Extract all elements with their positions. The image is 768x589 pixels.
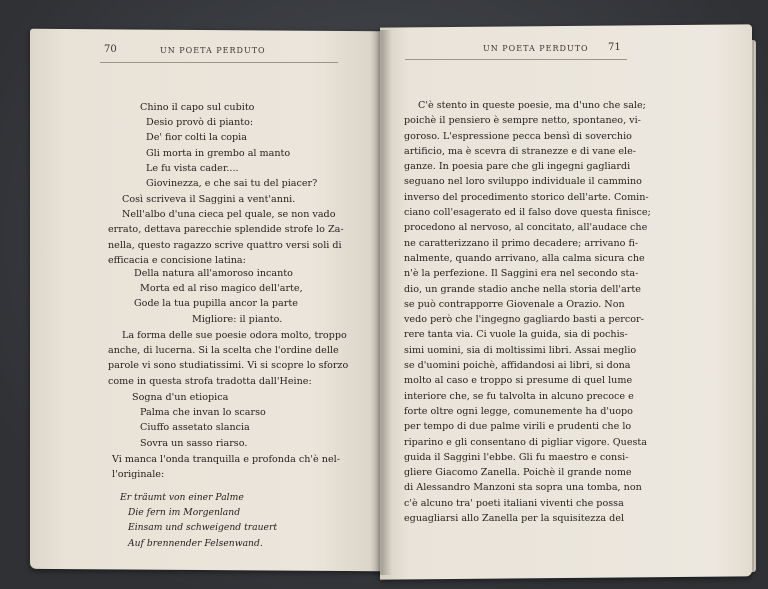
right-folio: 71	[608, 42, 621, 53]
text-line: goroso. L'espressione pecca bensì di soverchio	[404, 130, 632, 142]
verse-line: Chino il capo sul cubito	[140, 102, 255, 113]
text-line: riparino e gli consentano di pigliar vigore. Questa	[404, 436, 648, 448]
verse-line: Della natura all'amoroso incanto	[134, 268, 293, 279]
verse-line: Er träumt von einer Palme	[120, 492, 244, 503]
left-folio: 70	[104, 44, 117, 55]
verse-line: Desio provò di pianto:	[146, 117, 254, 129]
text-line: efficacia e concisione latina:	[108, 254, 246, 266]
text-line: se può contrapporre Giovenale a Orazio. Non	[404, 298, 625, 310]
verse-line: Migliore: il pianto.	[192, 313, 283, 325]
text-line: n'è la perfezione. Il Saggini era nel secondo sta-	[404, 268, 639, 280]
text-line: dio, un grande stadio anche nella storia dell'arte	[404, 283, 641, 295]
text-line: errato, dettava parecchie splendide strofe lo Za-	[108, 224, 344, 236]
verse-line: Die fern im Morgenland	[128, 507, 241, 519]
text-line: La forma delle sue poesie odora molto, troppo	[122, 330, 347, 341]
verse-line: Giovinezza, e che sai tu del piacer?	[146, 178, 318, 190]
text-line: Così scriveva il Saggini a vent'anni.	[122, 194, 296, 205]
text-line: guida il Saggini l'ebbe. Gli fu maestro e consi-	[404, 451, 629, 463]
text-line: parole vi sono studiatissimi. Vi si scopre lo sforzo	[108, 360, 349, 372]
text-line: vedo però che l'ingegno gagliardo basti a percor-	[404, 314, 644, 326]
text-line: poichè il pensiero è sempre netto, spontaneo, vi-	[404, 115, 641, 127]
text-line: ne caratterizzano il primo decadere; arrivano fi-	[404, 237, 639, 249]
text-line: seguano nel loro sviluppo individuale il cammino	[404, 176, 642, 188]
text-line: inverso del procedimento storico dell'arte. Comin-	[404, 191, 649, 203]
verse-line: Sovra un sasso riarso.	[140, 437, 248, 449]
text-line: di Alessandro Manzoni sta sopra una tomba, non	[404, 482, 642, 494]
verse-block-2	[134, 266, 303, 327]
text-line: procedono al nervoso, al concitato, all'audace che	[404, 222, 648, 234]
verse-line: De' fior colti la copia	[146, 132, 247, 144]
verse-line: Morta ed al riso magico dell'arte,	[140, 283, 303, 295]
text-line: artificio, ma è scevra di stranezze e di vane ele-	[404, 145, 637, 157]
text-line: nalmente, quando arrivano, alla calma sicura che	[404, 252, 645, 264]
text-line: molto al caso e troppo si presume di quel lume	[404, 375, 633, 387]
left-header-rule	[100, 62, 338, 63]
text-line: ganze. In poesia pare che gli ingegni gagliardi	[404, 161, 631, 173]
text-line: forte oltre ogni legge, comunemente ha d'uopo	[404, 405, 633, 417]
text-line: C'è stento in queste poesie, ma d'uno che sale;	[418, 100, 646, 111]
text-line: anche, di lucerna. Si la scelta che l'ordine delle	[108, 345, 339, 357]
right-page-body	[404, 98, 651, 526]
text-line: per tempo di due palme virili e prudenti che lo	[404, 421, 632, 433]
verse-block-3	[132, 390, 266, 451]
verse-line: Gli morta in grembo al manto	[146, 147, 291, 159]
text-line: gliere Giacomo Zanella. Poichè il grande nome	[404, 467, 632, 479]
paragraph-1	[108, 192, 344, 268]
text-line: interiore che, se fu talvolta in alcuno precoce e	[404, 390, 634, 402]
verse-line: Sogna d'un etiopica	[132, 392, 229, 403]
text-line: Nell'albo d'una cieca pel quale, se non vado	[122, 209, 336, 221]
verse-block-4-german	[120, 490, 277, 551]
text-line: ciano coll'esagerato ed il falso dove questa finisce;	[404, 207, 651, 219]
verse-line: Le fu vista cader....	[146, 162, 239, 174]
verse-line: Palma che invan lo scarso	[140, 407, 266, 419]
verse-line: Auf brennender Felsenwand.	[128, 537, 263, 549]
text-line: Vi manca l'onda tranquilla e profonda ch'è nel-	[112, 454, 340, 465]
text-line: se d'uomini poichè, affidandosi ai libri, si dona	[404, 360, 631, 372]
verse-line: Ciuffo assetato slancia	[140, 422, 250, 434]
right-running-head: UN POETA PERDUTO	[483, 44, 589, 53]
text-line: eguagliarsi allo Zanella per la squisitezza del	[404, 513, 625, 525]
paragraph-2	[108, 328, 348, 389]
text-line: l'originale:	[112, 469, 165, 481]
left-running-head: UN POETA PERDUTO	[160, 46, 266, 55]
text-line: c'è alcuno tra' poeti italiani viventi che possa	[404, 497, 624, 509]
text-line: rere tanta via. Ci vuole la guida, sia di pochis-	[404, 329, 628, 341]
text-line: simi uomini, sia di moltissimi libri. Assai meglio	[404, 344, 637, 356]
text-line: come in questa strofa tradotta dall'Heine:	[108, 375, 312, 387]
paragraph-3	[112, 452, 340, 482]
verse-line: Einsam und schweigend trauert	[128, 522, 278, 534]
text-line: nella, questo ragazzo scrive quattro versi soli di	[108, 239, 342, 251]
verse-line: Gode la tua pupilla ancor la parte	[134, 298, 298, 310]
right-header-rule	[405, 59, 627, 60]
verse-block-1	[140, 100, 317, 191]
